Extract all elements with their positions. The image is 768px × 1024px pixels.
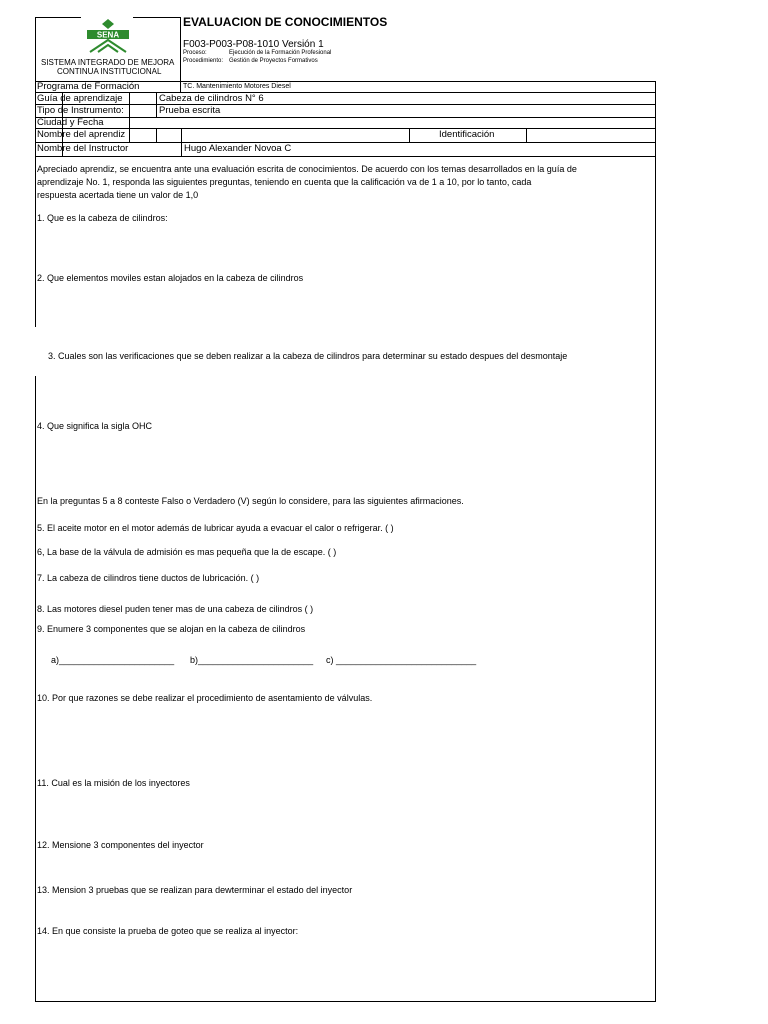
question-4: 4. Que significa la sigla OHC	[37, 421, 153, 431]
identificacion-label: Identificación	[439, 129, 495, 140]
ciudad-label: Ciudad y Fecha	[37, 117, 104, 128]
intro-line2: aprendizaje No. 1, responda las siguientes preguntas, teniendo en cuenta que la calificación va de 1 a 10, por lo tanto, cada	[37, 177, 532, 187]
question-14: 14. En que consiste la prueba de goteo que se realiza al inyector:	[37, 926, 299, 936]
sena-logo	[84, 18, 132, 54]
question-8: 8. Las motores diesel puden tener mas de una cabeza de cilindros ( )	[37, 604, 314, 614]
form-code: F003-P003-P08-1010 Versión 1	[183, 39, 324, 50]
question-10: 10. Por que razones se debe realizar el procedimiento de asentamiento de válvulas.	[37, 693, 373, 703]
question-1: 1. Que es la cabeza de cilindros:	[37, 213, 168, 223]
logo-text: SENA	[96, 30, 120, 40]
question-7: 7. La cabeza de cilindros tiene ductos de lubricación. ( )	[37, 573, 260, 583]
procedimiento-value: Gestión de Proyectos Formativos	[229, 58, 318, 64]
tipo-value: Prueba escrita	[159, 105, 221, 116]
page-title: EVALUACION DE CONOCIMIENTOS	[183, 15, 388, 29]
question-5: 5. El aceite motor en el motor además de lubricar ayuda a evacuar el calor o refrigerar. ( )	[37, 523, 394, 533]
procedimiento-label: Procedimiento:	[183, 58, 224, 64]
org-name-line1: SISTEMA INTEGRADO DE MEJORA	[41, 58, 175, 67]
org-name-line2: CONTINUA INSTITUCIONAL	[57, 67, 162, 76]
question-3: 3. Cuales son las verificaciones que se deben realizar a la cabeza de cilindros para determinar su estado despues del desmontaje	[48, 351, 568, 361]
programa-label: Programa de Formación	[37, 81, 140, 92]
question-13: 13. Mension 3 pruebas que se realizan para dewterminar el estado del inyector	[37, 885, 353, 895]
question-9: 9. Enumere 3 componentes que se alojan en la cabeza de cilindros	[37, 624, 306, 634]
question-6: 6, La base de la válvula de admisión es mas pequeña que la de escape. ( )	[37, 547, 337, 557]
identificacion-field[interactable]	[529, 130, 653, 141]
intro-line1: Apreciado aprendiz, se encuentra ante una evaluación escrita de conocimientos. De acuerdo con los temas desarrollados en la guía de	[37, 164, 577, 174]
instructor-label: Nombre del Instructor	[37, 143, 129, 154]
aprendiz-label: Nombre del aprendiz	[37, 129, 126, 140]
question-9-blank-b[interactable]: b)_______________________	[190, 655, 314, 665]
question-11: 11. Cual es la misión de los inyectores	[37, 778, 190, 788]
question-9-blank-a[interactable]: a)_______________________	[51, 655, 175, 665]
tf-instructions: En la preguntas 5 a 8 conteste Falso o Verdadero (V) según lo considere, para las siguientes afirmaciones.	[37, 496, 464, 506]
instructor-value: Hugo Alexander Novoa C	[184, 143, 292, 154]
programa-value: TC. Mantenimiento Motores Diesel	[183, 83, 291, 90]
question-9-blank-c[interactable]: c) ____________________________	[326, 655, 477, 665]
guia-label: Guía de aprendizaje	[37, 93, 123, 104]
tipo-label: Tipo de Instrumento:	[37, 105, 124, 116]
question-2: 2. Que elementos moviles estan alojados en la cabeza de cilindros	[37, 273, 304, 283]
proceso-label: Proceso:	[183, 50, 207, 56]
ciudad-field[interactable]	[159, 118, 649, 128]
intro-line3: respuesta acertada tiene un valor de 1,0	[37, 190, 199, 200]
question-12: 12. Mensione 3 componentes del inyector	[37, 840, 204, 850]
guia-value: Cabeza de cilindros N° 6	[159, 93, 264, 104]
proceso-value: Ejecución de la Formación Profesional	[229, 50, 332, 56]
aprendiz-field[interactable]	[184, 130, 406, 141]
